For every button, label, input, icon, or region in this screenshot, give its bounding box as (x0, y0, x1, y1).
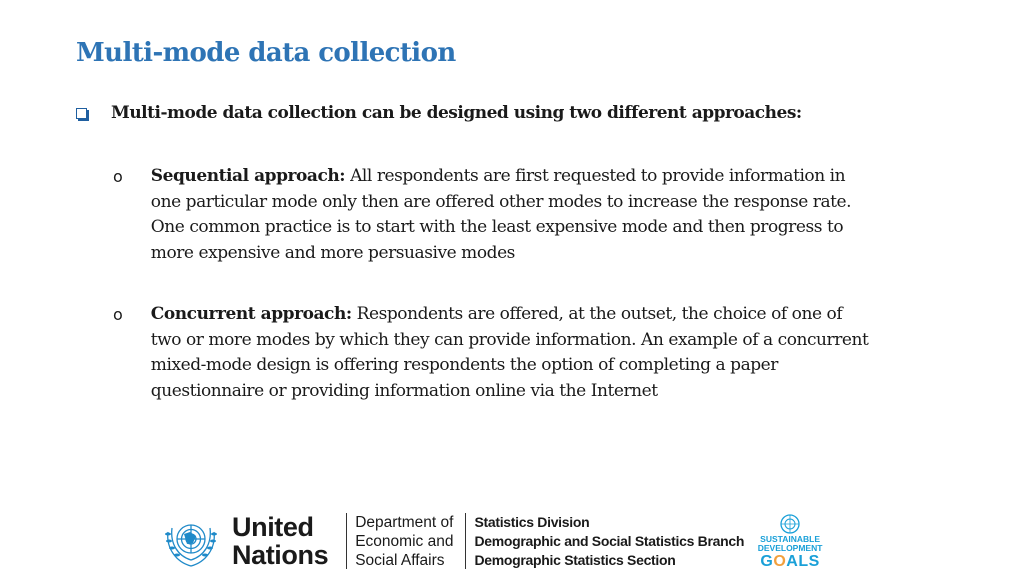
desa-line3: Social Affairs (355, 551, 445, 569)
statistics-division-label (474, 513, 744, 570)
sdg-line1: SUSTAINABLE (760, 533, 820, 544)
slide-title: Multi-mode data collection (76, 38, 456, 68)
sdg-emblem-icon (779, 513, 801, 535)
desa-line1: Department of (355, 513, 454, 531)
sdg-logo (754, 513, 826, 570)
footer-logos (160, 508, 826, 574)
sdg-goals-o: O (773, 552, 787, 570)
un-wordmark-line1: United (232, 512, 314, 542)
stats-line2: Demographic and Social Statistics Branch (474, 532, 745, 549)
sequential-approach-lead: Sequential approach: (150, 166, 346, 186)
sequential-approach-body (151, 164, 873, 266)
concurrent-approach-lead: Concurrent approach: (150, 304, 352, 324)
sdg-goals-g: G (760, 552, 774, 570)
main-bullet-text: Multi-mode data collection can be designed using two different approaches: (111, 103, 802, 123)
sdg-goals-rest: ALS (786, 552, 820, 570)
un-emblem-icon (160, 510, 222, 572)
desa-label (355, 513, 453, 570)
main-bullet (76, 103, 802, 123)
circle-bullet-icon: o (113, 167, 123, 186)
concurrent-approach-text: Respondents are offered, at the outset, the choice of one of two or more modes by which they can provide information. An example of a concurrent mixed-mode design is offering respondents the option of completing a paper questionnaire or providing information online via the Internet (150, 304, 869, 401)
concurrent-approach-body (151, 302, 873, 404)
desa-line2: Economic and (355, 532, 454, 550)
un-wordmark (232, 513, 328, 569)
sequential-approach-item (113, 164, 873, 266)
stats-line3: Demographic Statistics Section (474, 551, 676, 568)
footer-divider (465, 513, 466, 569)
circle-bullet-icon: o (113, 305, 123, 324)
checkbox-bullet-icon (76, 108, 87, 119)
sdg-goals-word (760, 553, 819, 570)
concurrent-approach-item (113, 302, 873, 404)
footer-divider (346, 513, 347, 569)
un-wordmark-line2: Nations (232, 540, 329, 570)
stats-line1: Statistics Division (474, 513, 590, 530)
sequential-approach-text: All respondents are first requested to provide information in one particular mode only then are offered other modes to increase the response rate. One common practice is to start with the least expensive mode and then progress to more expensive and more persuasive modes (150, 166, 852, 263)
sdg-line2: DEVELOPMENT (757, 542, 823, 553)
